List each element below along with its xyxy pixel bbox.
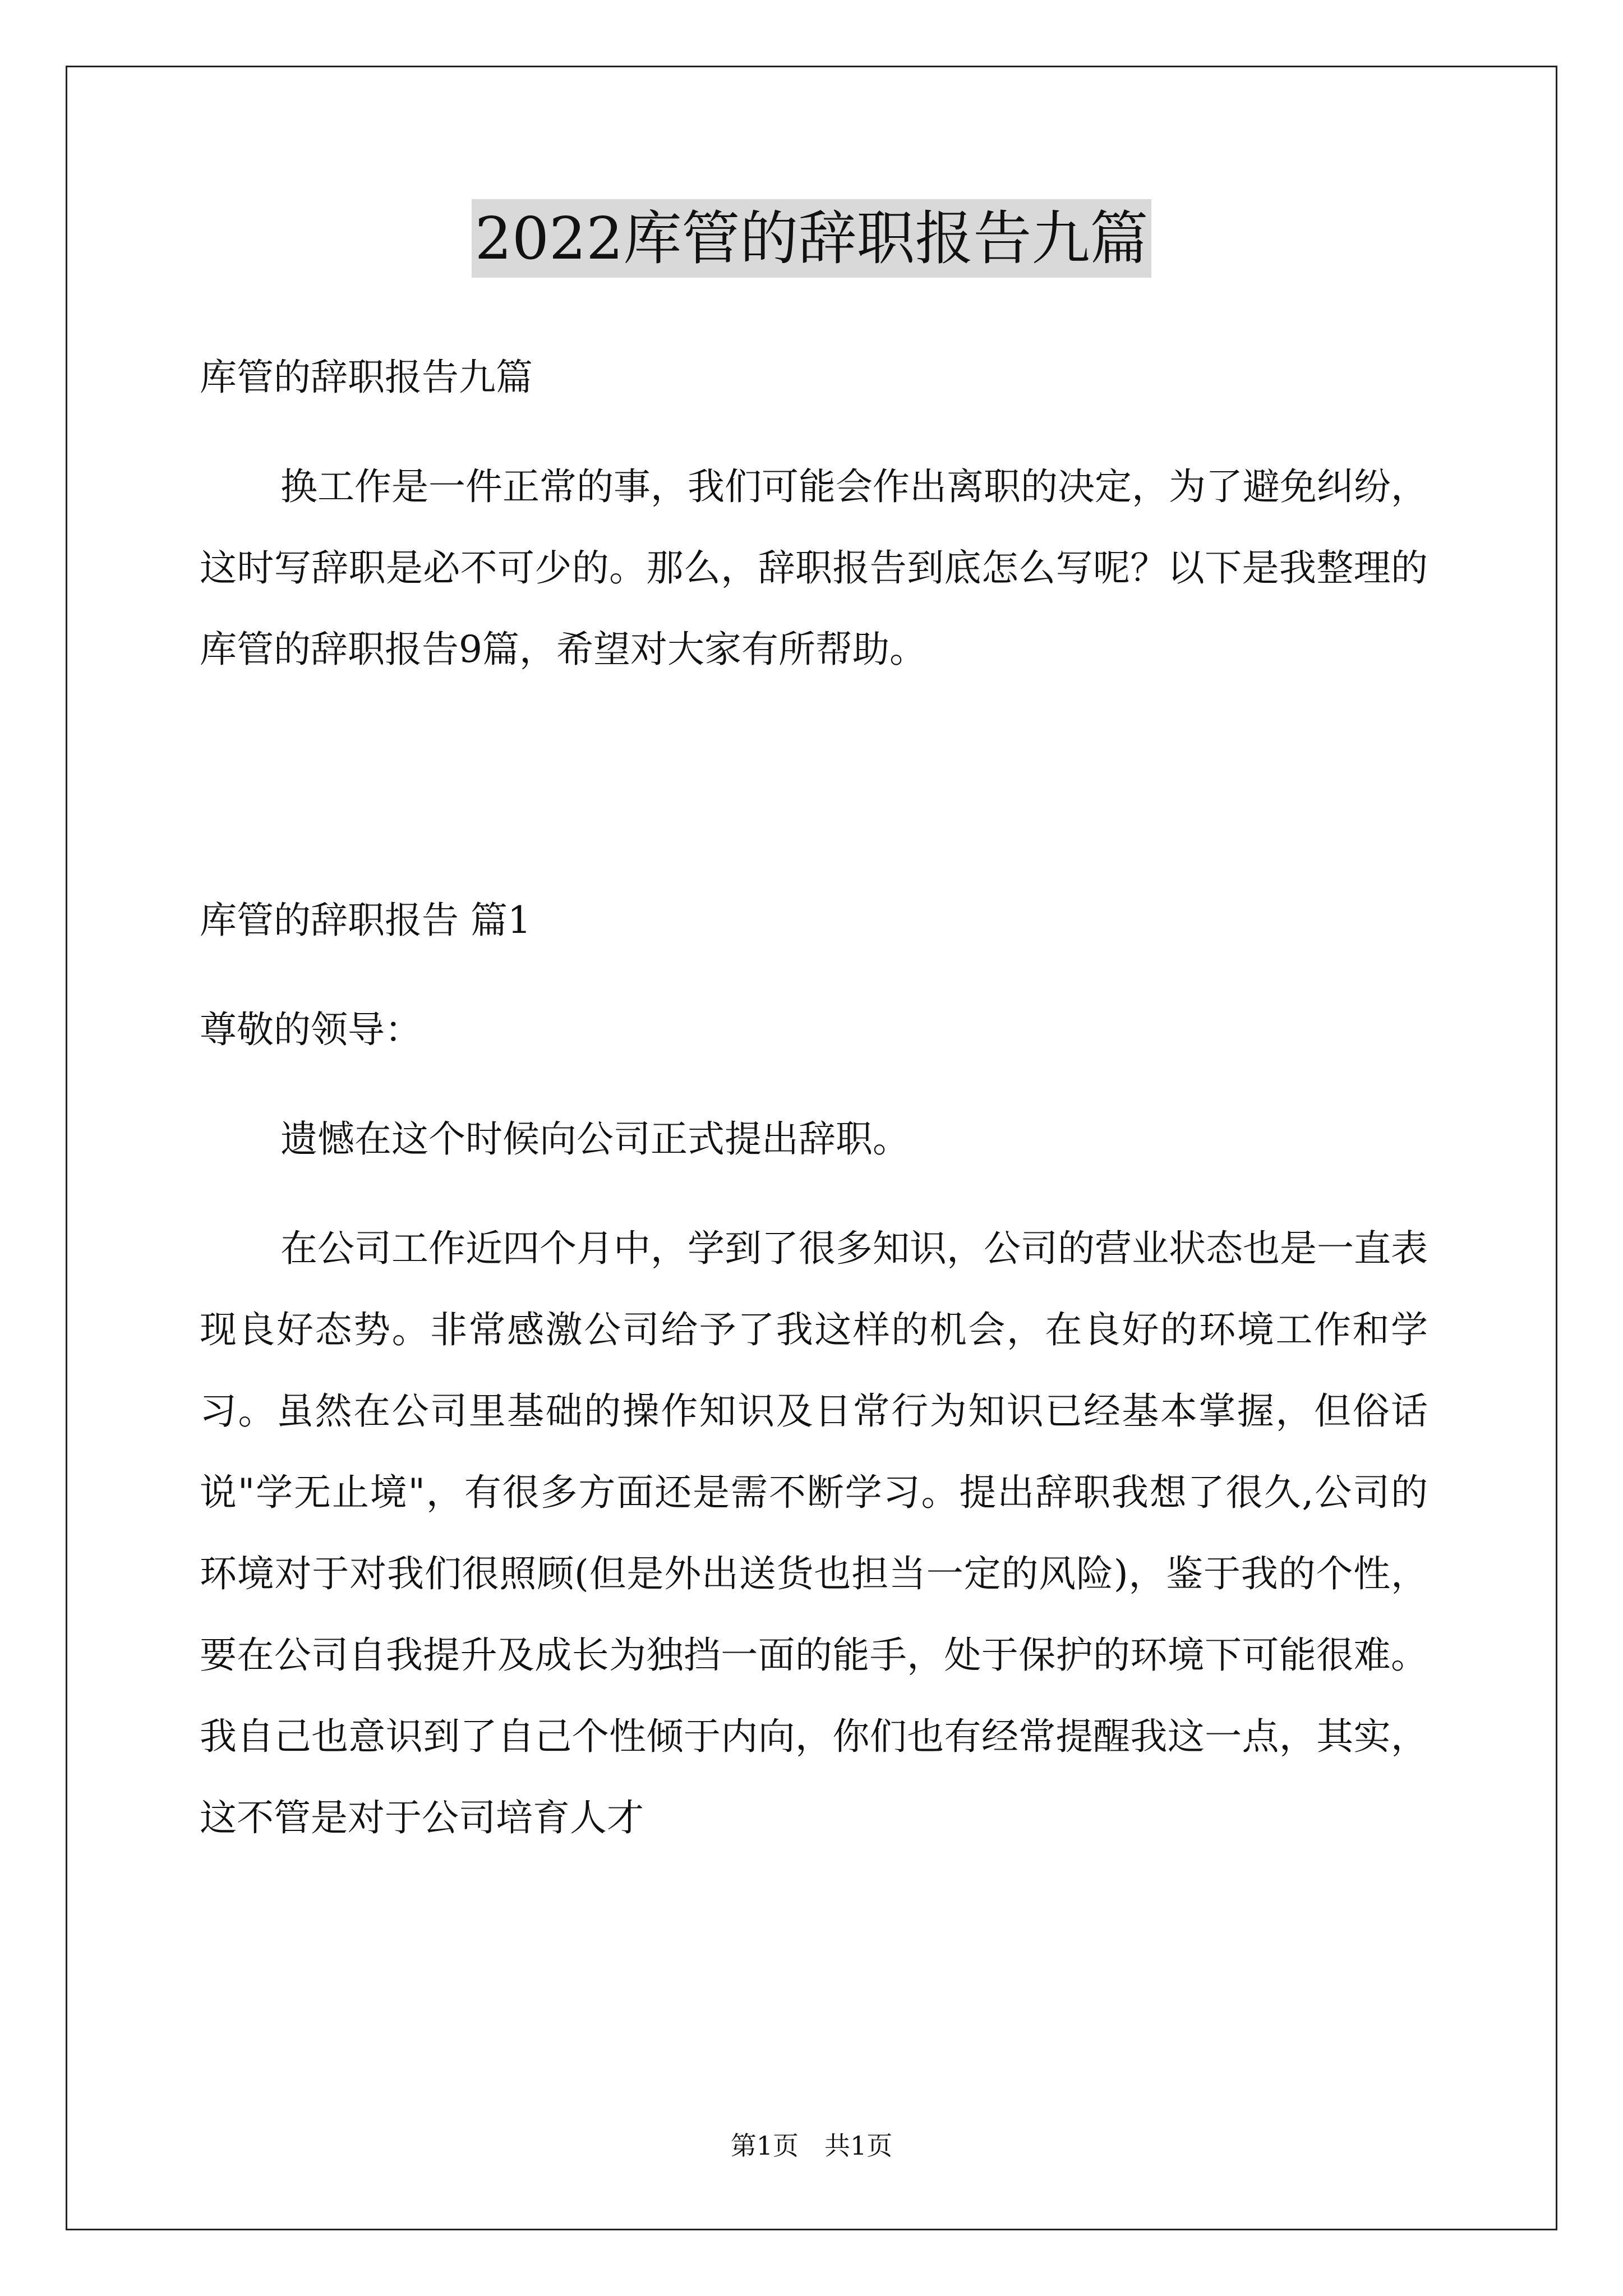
section-heading: 库管的辞职报告 篇1 (200, 899, 531, 942)
paragraph-1: 遗憾在这个时候向公司正式提出辞职。 (280, 1117, 910, 1161)
intro-paragraph: 换工作是一件正常的事，我们可能会作出离职的决定，为了避免纠纷，这时写辞职是必不可少的。那么，辞职报告到底怎么写呢？以下是我整理的库管的辞职报告9篇，希望对大家有所帮助。 (200, 465, 1428, 671)
subtitle: 库管的辞职报告九篇 (200, 356, 533, 399)
title-container (0, 199, 1623, 278)
salutation: 尊敬的领导： (200, 1008, 422, 1051)
paragraph-2: 在公司工作近四个月中，学到了很多知识，公司的营业状态也是一直表现良好态势。非常感激公司给予了我这样的机会，在良好的环境工作和学习。虽然在公司里基础的操作知识及日常行为知识已经基本掌握，但俗话说"学无止境"，有很多方面还是需不断学习。提出辞职我想了很久,公司的环境对于对我们很照顾(但是外出送货也担当一定的风险)，鉴于我的个性，要在公司自我提升及成长为独挡一面的能手，处于保护的环境下可能很难。我自己也意识到了自己个性倾于内向，你们也有经常提醒我这一点，其实，这不管是对于公司培育人才 (200, 1227, 1428, 1839)
page-footer (0, 2129, 1623, 2162)
document-title: 2022库管的辞职报告九篇 (472, 199, 1152, 278)
page-number: 第1页 (730, 2131, 799, 2161)
page-total: 共1页 (824, 2131, 893, 2161)
